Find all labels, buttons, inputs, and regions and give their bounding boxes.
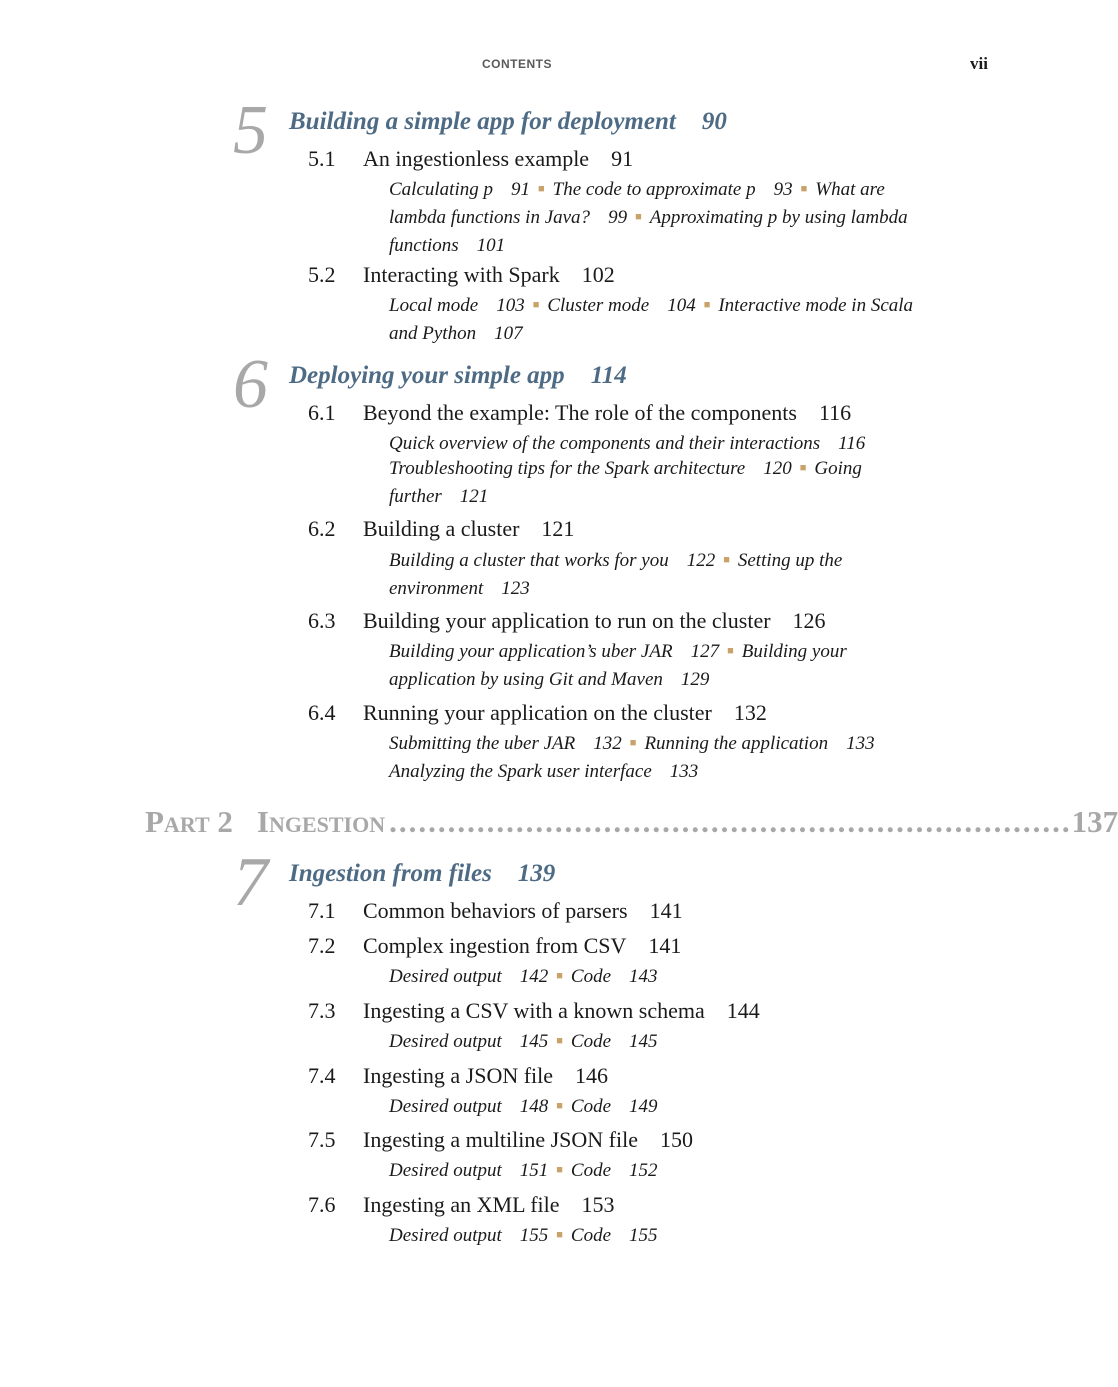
section-7-5[interactable]: 7.5 Ingesting a multiline JSON file 150 — [308, 1127, 693, 1152]
section-7-3[interactable]: 7.3 Ingesting a CSV with a known schema 144 — [308, 998, 760, 1023]
chapter-number: 6 — [233, 346, 268, 423]
section-6-3[interactable]: 6.3 Building your application to run on the cluster 126 — [308, 608, 826, 633]
running-head: CONTENTS — [482, 57, 552, 71]
part-heading[interactable]: Part 2 Ingestion ...................................................................... 137 — [145, 804, 1118, 839]
section-5-1[interactable]: 5.1 An ingestionless example 91 — [308, 146, 634, 171]
subsections-5-1: Calculating p 91 ■ The code to approximate p 93 ■ What are lambda functions in Java? 99 ■ Approximating p by using lambda functions 101 — [389, 179, 908, 256]
subsections-6-2: Building a cluster that works for you 122 ■ Setting up the environment 123 — [389, 550, 843, 599]
subsections-6-1: Quick overview of the components and their interactions 116 Troubleshooting tips for the Spark architecture 120 ■ Going further 121 — [389, 433, 866, 507]
subsections-7-4: Desired output 148 ■ Code 149 — [389, 1096, 658, 1117]
subsections-7-6: Desired output 155 ■ Code 155 — [389, 1225, 658, 1246]
chapter-number: 7 — [233, 844, 268, 921]
section-5-2[interactable]: 5.2 Interacting with Spark 102 — [308, 262, 615, 287]
subsections-7-2: Desired output 142 ■ Code 143 — [389, 966, 658, 987]
section-7-6[interactable]: 7.6 Ingesting an XML file 153 — [308, 1192, 615, 1217]
subsections-7-5: Desired output 151 ■ Code 152 — [389, 1160, 658, 1181]
section-7-2[interactable]: 7.2 Complex ingestion from CSV 141 — [308, 933, 682, 958]
section-6-1[interactable]: 6.1 Beyond the example: The role of the components 116 — [308, 400, 852, 425]
chapter-number: 5 — [233, 92, 268, 169]
chapter-title[interactable]: Deploying your simple app 114 — [289, 362, 627, 389]
page-number: vii — [970, 54, 988, 73]
subsections-6-3: Building your application’s uber JAR 127 ■ Building your application by using Git and Maven 129 — [389, 641, 847, 690]
subsections-6-4: Submitting the uber JAR 132 ■ Running the application 133 Analyzing the Spark user interface 133 — [389, 733, 875, 782]
section-7-4[interactable]: 7.4 Ingesting a JSON file 146 — [308, 1063, 609, 1088]
section-6-4[interactable]: 6.4 Running your application on the cluster 132 — [308, 700, 767, 725]
chapter-title[interactable]: Building a simple app for deployment 90 — [289, 108, 727, 135]
section-6-2[interactable]: 6.2 Building a cluster 121 — [308, 516, 575, 541]
chapter-title[interactable]: Ingestion from files 139 — [289, 860, 556, 887]
subsections-7-3: Desired output 145 ■ Code 145 — [389, 1031, 658, 1052]
section-7-1[interactable]: 7.1 Common behaviors of parsers 141 — [308, 898, 683, 923]
subsections-5-2: Local mode 103 ■ Cluster mode 104 ■ Interactive mode in Scala and Python 107 — [389, 295, 914, 344]
